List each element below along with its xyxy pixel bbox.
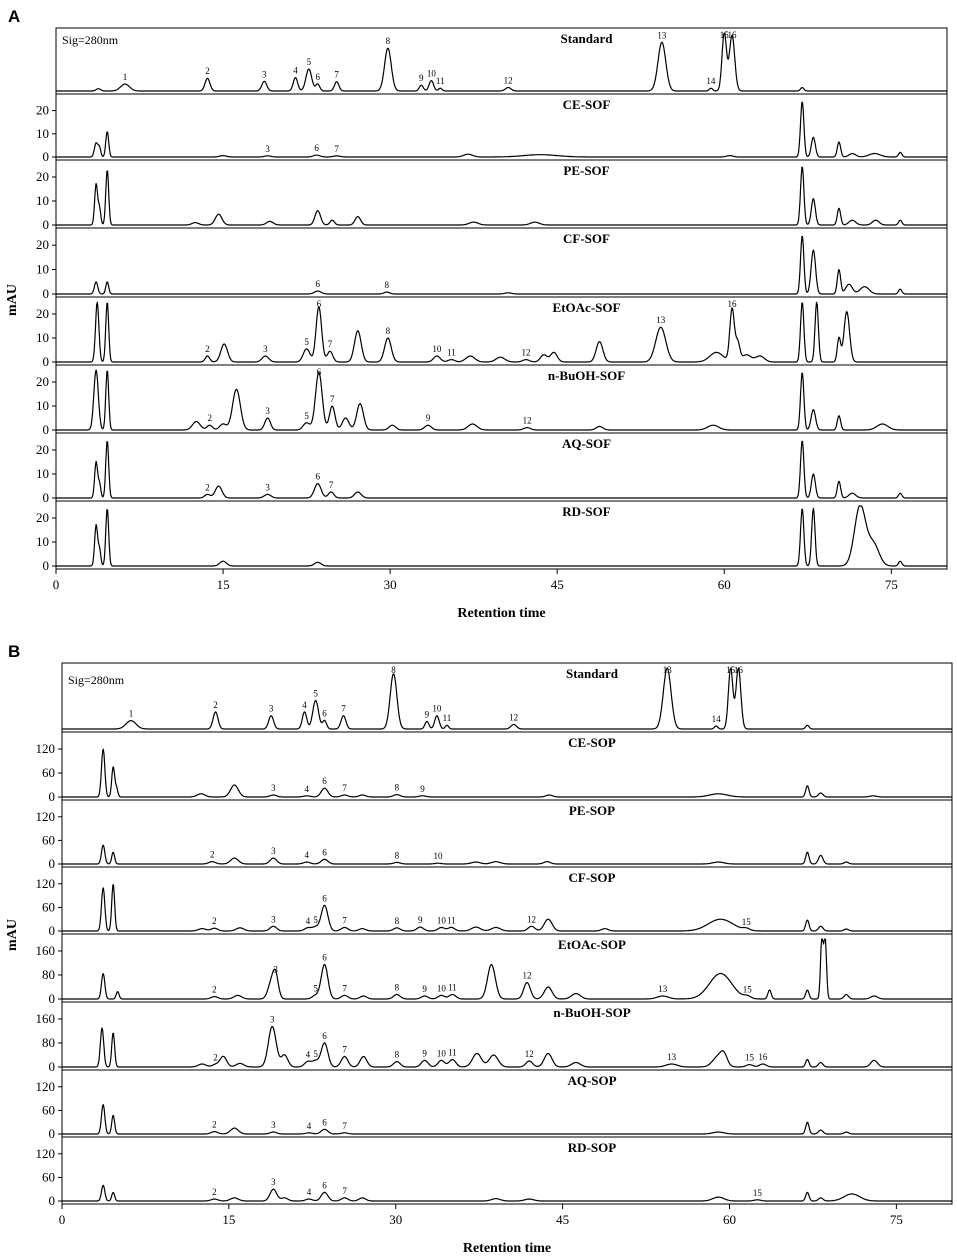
peak-label: 6 (322, 708, 327, 719)
peak-label: 11 (448, 982, 457, 993)
panel-b (5, 642, 952, 1256)
peak-label: 15 (726, 665, 736, 675)
peak-label: 16 (733, 665, 743, 675)
peak-label: 6 (322, 1031, 327, 1041)
peak-label: 3 (271, 914, 276, 925)
peak-label: 13 (656, 315, 666, 326)
peak-label: 10 (436, 915, 446, 926)
chromatogram-line (56, 33, 947, 91)
peak-label: 14 (711, 713, 721, 724)
peak-label: 3 (265, 482, 270, 493)
peak-label: 3 (270, 1014, 275, 1025)
peak-label: 8 (384, 280, 390, 291)
y-axis-title: mAU (5, 919, 20, 951)
chromatogram-line (62, 939, 952, 999)
chromatogram-line (56, 441, 947, 498)
y-tick-label: 0 (48, 991, 55, 1006)
y-tick-label: 10 (36, 193, 49, 208)
trace-name: RD-SOF (562, 504, 611, 519)
signal-label: Sig=280nm (62, 33, 119, 47)
peak-label: 12 (522, 970, 532, 981)
peak-label: 8 (394, 782, 400, 793)
trace-name: RD-SOP (567, 1140, 617, 1155)
y-tick-label: 60 (42, 832, 55, 848)
peak-label: 10 (426, 68, 436, 79)
peak-label: 6 (322, 776, 327, 787)
peak-label: 5 (304, 336, 309, 347)
x-tick-label: 60 (717, 577, 731, 592)
y-tick-label: 160 (35, 943, 55, 958)
trace-etoac-sof (36, 297, 947, 369)
peak-label: 10 (436, 983, 446, 994)
peak-label: 12 (522, 415, 532, 426)
peak-label: 9 (425, 413, 431, 424)
peak-label: 1 (122, 72, 128, 83)
plot-frame (56, 28, 947, 569)
peak-label: 6 (322, 847, 327, 858)
peak-label: 6 (316, 299, 322, 309)
x-tick-label: 60 (723, 1212, 736, 1227)
peak-label: 8 (385, 326, 391, 336)
y-tick-label: 10 (36, 466, 49, 481)
y-tick-label: 80 (42, 1035, 55, 1050)
trace-name: AQ-SOP (567, 1073, 617, 1088)
y-tick-label: 10 (36, 125, 49, 141)
peak-label: 6 (322, 1117, 327, 1128)
peak-label: 7 (334, 69, 339, 80)
peak-label: 4 (304, 850, 309, 861)
peak-label: 6 (322, 893, 327, 904)
chromatogram-line (56, 506, 947, 566)
y-tick-label: 10 (36, 534, 49, 549)
peak-label: 6 (322, 1180, 327, 1191)
peak-label: 8 (394, 1049, 400, 1060)
x-axis-title: Retention time (457, 606, 546, 621)
y-tick-label: 120 (35, 875, 55, 891)
peak-label: 10 (432, 344, 442, 354)
peak-label: 6 (316, 367, 322, 377)
peak-label: 15 (745, 1052, 755, 1063)
chromatogram-line (56, 237, 947, 295)
trace-name: CE-SOP (568, 735, 616, 750)
peak-label: 11 (447, 347, 456, 358)
peak-label: 6 (315, 72, 320, 83)
peak-label: 6 (322, 952, 327, 963)
trace-ce-sop (36, 732, 953, 804)
peak-label: 2 (205, 66, 210, 77)
peak-label: 4 (305, 1049, 311, 1060)
peak-label: 15 (741, 917, 751, 928)
chromatogram-line (56, 102, 947, 157)
peak-label: 4 (306, 1120, 312, 1131)
peak-label: 7 (334, 143, 339, 154)
y-tick-label: 20 (36, 237, 49, 253)
y-tick-label: 160 (35, 1011, 55, 1026)
trace-name: Standard (565, 666, 619, 681)
y-tick-label: 10 (36, 261, 49, 277)
y-tick-label: 0 (48, 856, 55, 871)
x-tick-label: 15 (222, 1212, 236, 1227)
trace-name: AQ-SOF (561, 436, 612, 451)
y-tick-label: 80 (42, 967, 55, 982)
peak-label: 7 (327, 339, 333, 350)
peak-label: 9 (420, 783, 425, 794)
trace-name: EtOAc-SOF (552, 300, 621, 315)
chromatogram-line (62, 1185, 952, 1201)
peak-label: 11 (435, 76, 445, 87)
peak-label: 2 (213, 1052, 218, 1063)
peak-label: 8 (394, 982, 400, 993)
peak-label: 7 (342, 1185, 347, 1196)
trace-rd-sof (36, 501, 947, 573)
trace-n-buoh-sof (36, 365, 947, 437)
x-tick-label: 0 (58, 1212, 66, 1227)
peak-label: 2 (205, 344, 210, 354)
trace-name: Standard (560, 31, 613, 46)
peak-label: 16 (727, 299, 737, 309)
chromatogram-line (62, 1027, 952, 1068)
peak-label: 2 (212, 984, 217, 995)
y-tick-label: 60 (42, 1169, 55, 1185)
peak-label: 10 (436, 1048, 446, 1059)
x-tick-label: 45 (550, 577, 564, 592)
trace-name: CF-SOP (568, 870, 616, 885)
chromatogram-line (56, 167, 947, 225)
peak-label: 11 (448, 1047, 457, 1058)
peak-label: 2 (212, 1119, 217, 1130)
peak-label: 13 (658, 984, 668, 994)
y-tick-label: 10 (36, 398, 49, 413)
peak-label: 16 (758, 1052, 768, 1062)
peak-label: 5 (313, 688, 318, 699)
peak-label: 13 (657, 30, 667, 41)
peak-label: 7 (342, 1120, 347, 1131)
peak-label: 7 (342, 783, 347, 793)
y-tick-label: 20 (36, 169, 49, 184)
peak-label: 5 (304, 410, 309, 421)
trace-name: CE-SOF (562, 97, 611, 112)
peak-label: 10 (433, 851, 443, 862)
peak-label: 12 (524, 1049, 534, 1059)
y-tick-label: 20 (36, 510, 49, 525)
y-tick-label: 0 (42, 422, 49, 437)
peak-label: 9 (417, 915, 423, 926)
trace-pe-sof (36, 160, 947, 232)
peak-label: 7 (328, 480, 334, 490)
peak-label: 13 (667, 1052, 677, 1062)
trace-cf-sof (36, 228, 947, 301)
peak-label: 2 (212, 916, 217, 927)
trace-name: n-BuOH-SOF (547, 368, 626, 383)
trace-ce-sof (36, 94, 947, 164)
y-tick-label: 60 (42, 1102, 55, 1118)
peak-label: 5 (313, 983, 318, 994)
peak-label: 15 (742, 984, 752, 995)
y-tick-label: 0 (48, 923, 55, 938)
chromatogram-line (62, 668, 952, 729)
peak-label: 6 (315, 279, 320, 290)
peak-label: 2 (205, 482, 210, 493)
peak-label: 2 (207, 413, 212, 424)
peak-label: 6 (314, 143, 319, 154)
chromatogram-line (62, 1105, 952, 1134)
peak-label: 4 (306, 1187, 312, 1198)
peak-label: 9 (424, 709, 430, 720)
peak-label: 9 (422, 1048, 427, 1059)
peak-label: 4 (304, 783, 309, 794)
y-tick-label: 0 (48, 1126, 55, 1141)
signal-label: Sig=280nm (68, 673, 125, 687)
trace-name: PE-SOP (568, 803, 616, 818)
x-tick-label: 75 (884, 577, 898, 592)
trace-standard (62, 665, 952, 729)
trace-name: EtOAc-SOP (558, 937, 626, 952)
trace-aq-sof (36, 433, 947, 505)
peak-label: 3 (271, 846, 276, 857)
panel-label: A (8, 7, 21, 26)
chromatogram-line (62, 845, 952, 864)
trace-rd-sop (36, 1137, 953, 1208)
y-tick-label: 10 (36, 330, 49, 345)
peak-label: 7 (341, 703, 346, 714)
x-tick-label: 15 (216, 577, 230, 592)
peak-label: 2 (212, 1187, 217, 1198)
peak-label: 12 (521, 347, 531, 358)
peak-label: 7 (329, 394, 335, 404)
trace-name: CF-SOF (563, 231, 610, 246)
peak-label: 7 (342, 983, 347, 994)
peak-label: 12 (526, 914, 536, 925)
x-tick-label: 45 (556, 1212, 570, 1227)
y-tick-label: 0 (48, 1059, 55, 1074)
peak-label: 3 (271, 1120, 276, 1131)
peak-label: 5 (313, 1049, 318, 1059)
peak-label: 11 (447, 915, 456, 926)
y-tick-label: 120 (35, 1145, 55, 1161)
y-tick-label: 60 (42, 899, 55, 915)
peak-label: 14 (706, 76, 716, 87)
peak-label: 6 (315, 471, 320, 482)
panel-label: B (8, 642, 21, 661)
peak-label: 3 (265, 406, 270, 416)
x-tick-label: 30 (389, 1212, 403, 1227)
peak-label: 9 (419, 73, 424, 84)
y-tick-label: 0 (42, 490, 49, 505)
peak-label: 4 (302, 699, 307, 710)
y-tick-label: 0 (42, 286, 49, 301)
x-tick-label: 30 (383, 577, 397, 592)
trace-cf-sop (36, 867, 953, 938)
y-axis-title: mAU (5, 284, 20, 316)
trace-standard (56, 30, 947, 91)
peak-label: 7 (342, 1044, 347, 1055)
y-tick-label: 120 (35, 808, 55, 824)
peak-label: 3 (265, 143, 270, 154)
y-tick-label: 0 (48, 789, 55, 804)
peak-label: 8 (394, 915, 400, 926)
peak-label: 15 (752, 1187, 762, 1198)
y-tick-label: 0 (48, 1193, 55, 1208)
peak-label: 3 (268, 703, 274, 714)
x-axis-title: Retention time (462, 1241, 552, 1256)
trace-pe-sop (36, 800, 953, 871)
peak-label: 3 (271, 1177, 276, 1188)
peak-label: 3 (273, 964, 278, 975)
y-tick-label: 60 (42, 765, 55, 780)
chromatogram-line (56, 302, 947, 362)
peak-label: 8 (394, 850, 400, 861)
peak-label: 5 (306, 56, 312, 67)
trace-etoac-sop (36, 934, 953, 1006)
trace-name: PE-SOF (563, 163, 610, 178)
y-tick-label: 120 (35, 1078, 55, 1094)
trace-n-buoh-sop (36, 1002, 953, 1074)
y-tick-label: 120 (35, 741, 55, 756)
peak-label: 2 (209, 849, 215, 860)
peak-label: 7 (342, 915, 347, 926)
y-tick-label: 20 (36, 374, 49, 389)
y-tick-label: 0 (42, 149, 49, 164)
x-tick-label: 75 (889, 1212, 903, 1227)
peak-label: 3 (262, 69, 267, 80)
y-tick-label: 0 (42, 217, 49, 232)
peak-label: 11 (442, 713, 452, 724)
y-tick-label: 0 (42, 354, 49, 369)
peak-label: 2 (213, 699, 218, 710)
peak-label: 10 (432, 703, 442, 714)
trace-name: n-BuOH-SOP (553, 1005, 631, 1020)
panel-a (5, 7, 947, 621)
peak-label: 3 (271, 783, 276, 793)
y-tick-label: 20 (36, 306, 49, 321)
peak-label: 12 (503, 75, 513, 86)
peak-label: 8 (385, 36, 391, 47)
peak-label: 5 (313, 915, 318, 926)
peak-label: 8 (391, 665, 396, 675)
peak-label: 16 (727, 30, 737, 40)
peak-label: 4 (293, 65, 298, 76)
y-tick-label: 20 (36, 102, 49, 118)
chromatogram-line (62, 885, 952, 931)
peak-label: 12 (509, 712, 519, 723)
y-tick-label: 20 (36, 442, 49, 457)
trace-aq-sop (36, 1070, 953, 1141)
chromatogram-line (62, 749, 952, 797)
peak-label: 1 (128, 708, 134, 719)
peak-label: 3 (263, 344, 268, 354)
peak-label: 4 (305, 915, 311, 926)
chromatogram-line (56, 370, 947, 430)
peak-label: 9 (422, 984, 427, 994)
peak-label: 13 (662, 665, 672, 675)
peak-label: 15 (719, 30, 729, 40)
y-tick-label: 0 (42, 558, 49, 573)
x-tick-label: 0 (52, 577, 60, 592)
